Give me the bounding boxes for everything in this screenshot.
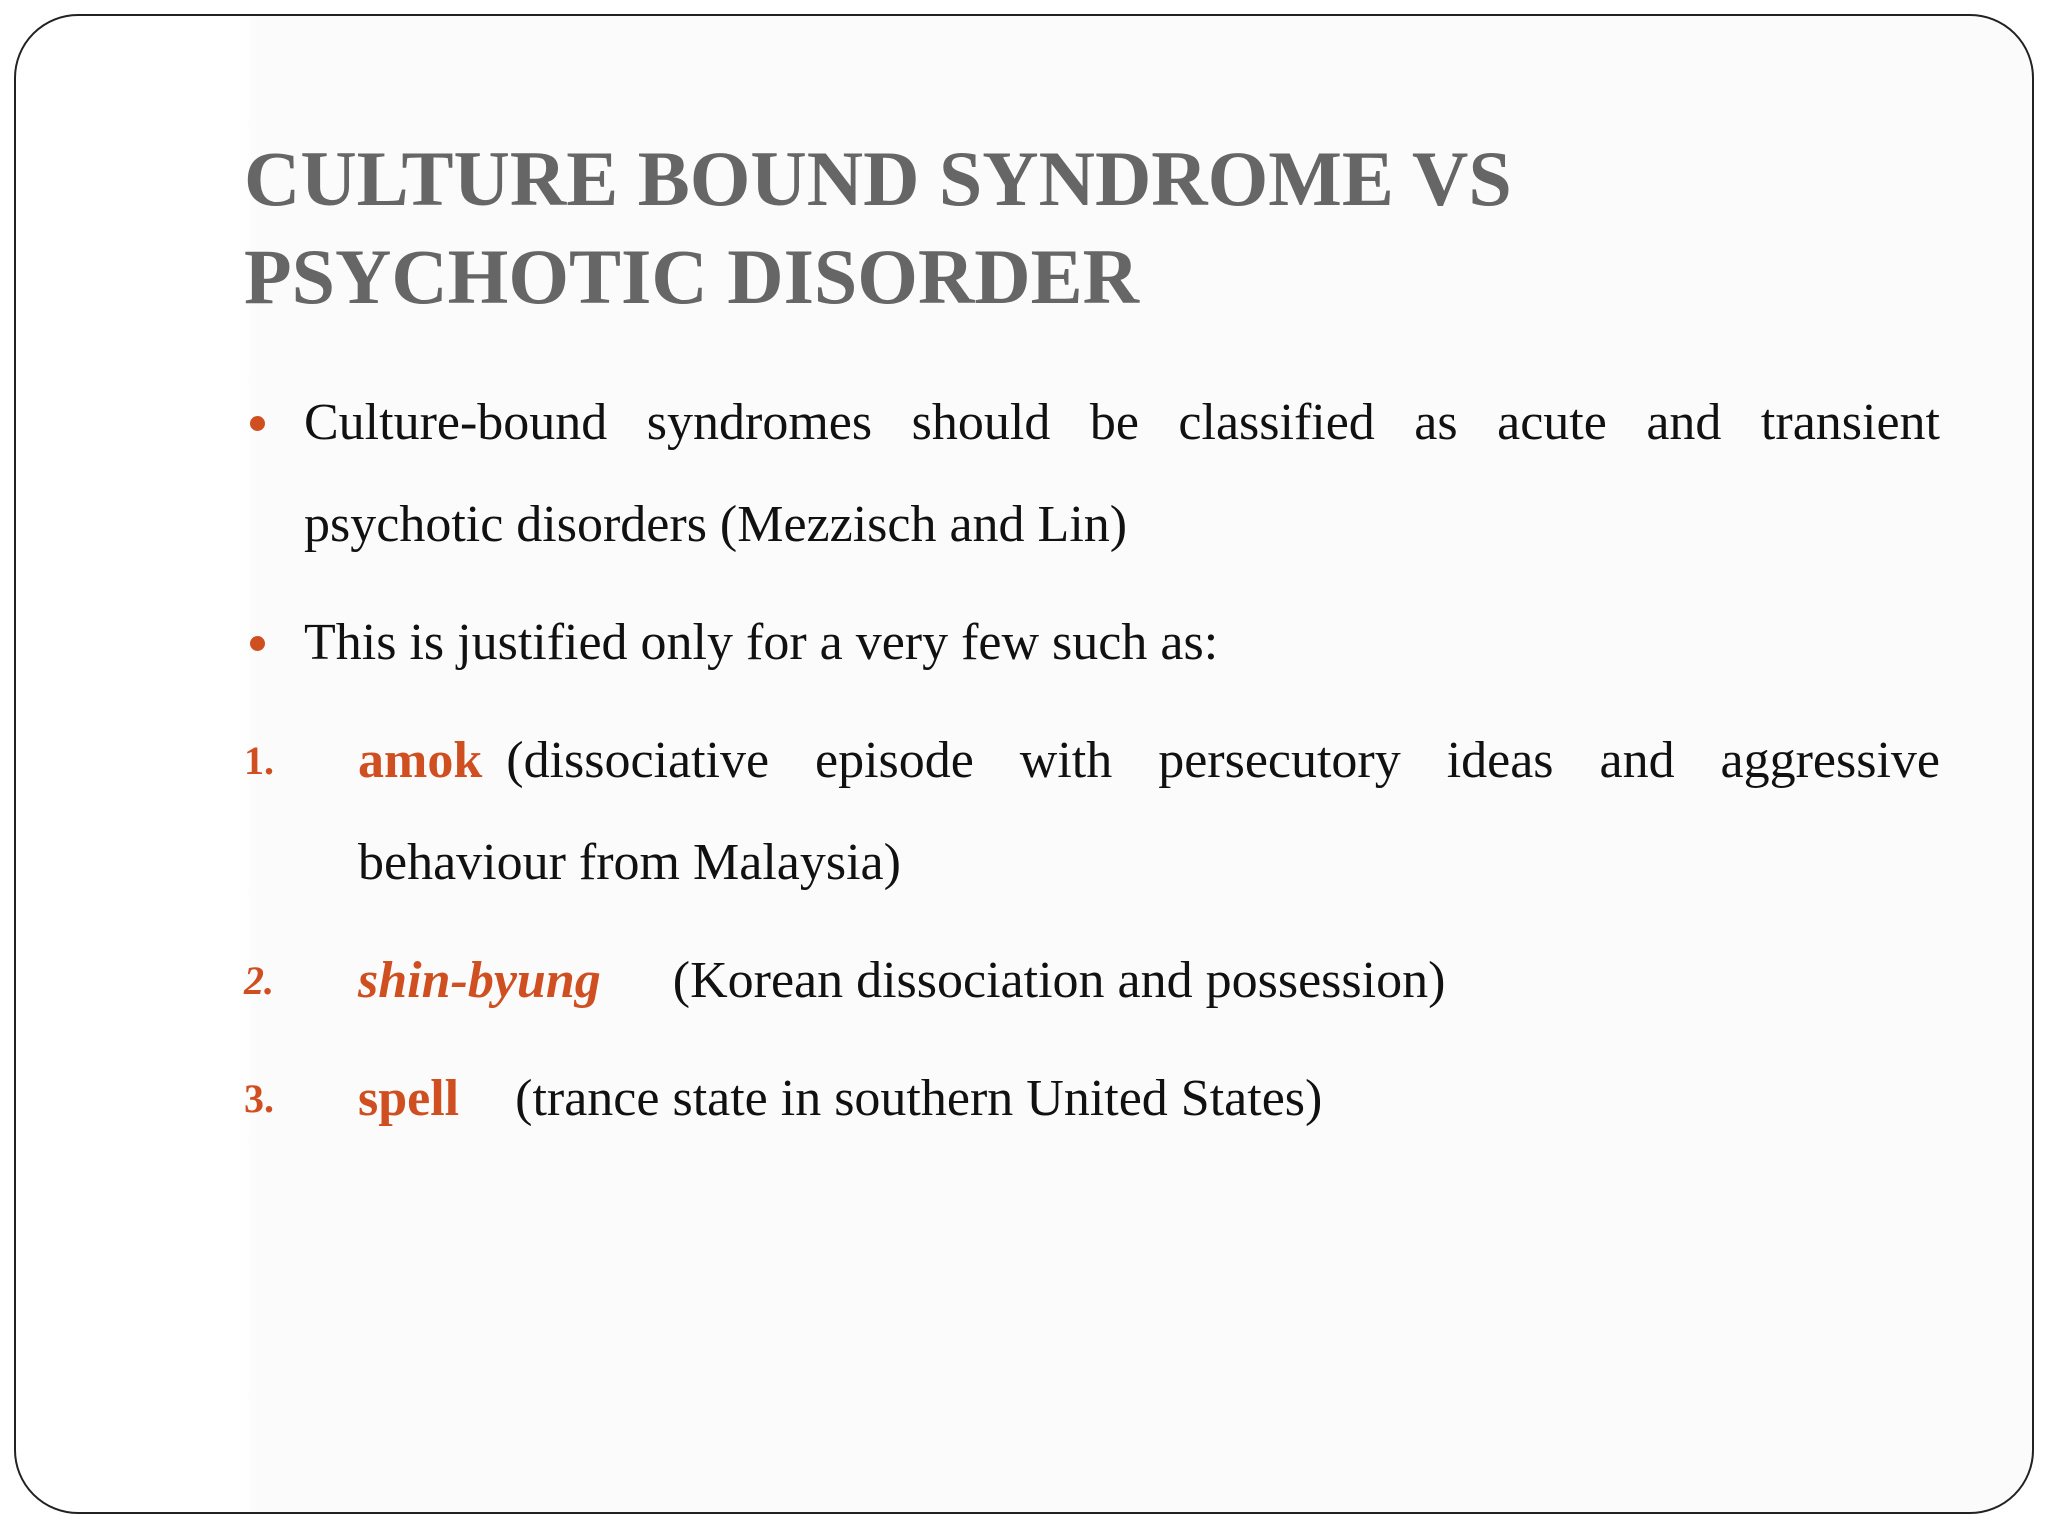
item-description: (dissociative episode with persecutory ideas and aggressive behaviour from Malaysia) [358,732,1940,891]
numbered-item [244,710,1940,914]
numbered-item [244,1048,1940,1150]
slide-content [244,372,1940,1166]
item-term: shin-byung [358,952,601,1009]
slide-title [244,130,1944,326]
bullet-item [244,372,1940,576]
bullet-text: This is justified only for a very few such as: [304,614,1219,671]
bullet-text: Culture-bound syndromes should be classified as acute and transient psychotic disorders (Mezzisch and Lin) [304,394,1940,553]
slide-frame [14,14,2034,1514]
bullet-dot-icon [250,416,265,431]
item-term: amok [358,732,483,789]
item-description: (Korean dissociation and possession) [672,952,1446,1009]
item-number: 2. [244,958,274,1003]
item-term: spell [358,1070,460,1127]
item-description: (trance state in southern United States) [515,1070,1323,1127]
title-line-2: PSYCHOTIC DISORDER [244,233,1139,320]
bullet-dot-icon [250,636,265,651]
item-number: 1. [244,738,274,783]
bullet-item [244,592,1940,694]
numbered-item [244,930,1940,1032]
title-line-1: CULTURE BOUND SYNDROME VS [244,135,1512,222]
item-number: 3. [244,1076,274,1121]
